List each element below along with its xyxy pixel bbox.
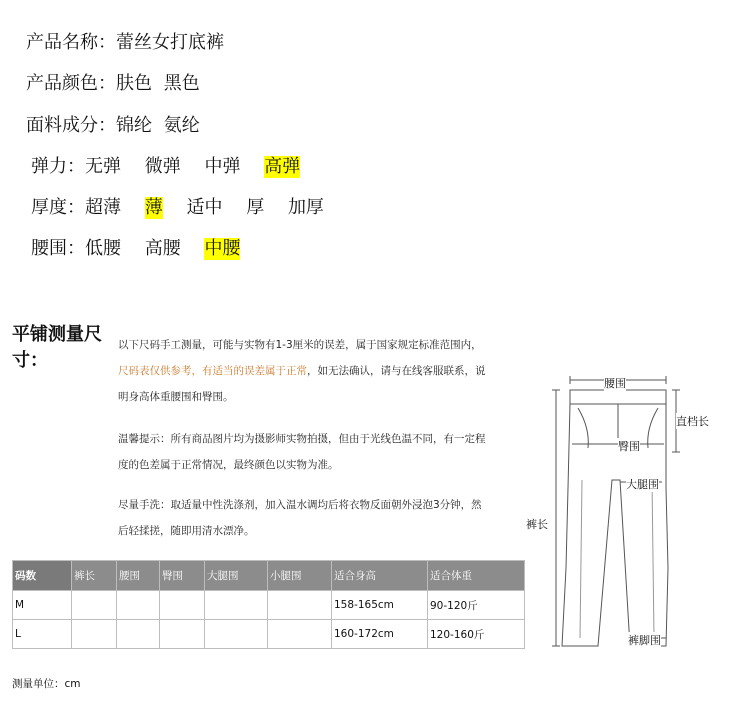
product-thickness: 厚度：超薄 薄 适中 厚 加厚	[31, 197, 324, 218]
diagram-label-waist: 腰围	[604, 377, 626, 390]
size-table	[12, 560, 525, 649]
elasticity-option-selected: 高弹	[264, 156, 301, 177]
elasticity-option: 微弹	[144, 156, 181, 177]
table-cell: L	[13, 620, 72, 649]
note-line: 以下尺码手工测量，可能与实物有1-3厘米的误差，属于国家规定标准范围内，	[118, 339, 482, 351]
table-cell: 158-165cm	[332, 591, 428, 620]
color-option: 黑色	[163, 73, 200, 94]
thickness-option: 超薄	[85, 197, 121, 218]
fabric-option: 氨纶	[163, 115, 200, 136]
thickness-option: 厚	[246, 197, 265, 218]
pants-diagram	[526, 368, 730, 668]
diagram-label-hem: 裤脚围	[628, 634, 661, 647]
table-cell	[117, 620, 160, 649]
note-line: 后轻揉搓，随即用清水漂净。	[118, 525, 255, 537]
elasticity-option: 无弹	[85, 156, 121, 177]
table-header-cell: 臀围	[160, 561, 205, 591]
table-header-cell: 适合身高	[332, 561, 428, 591]
diagram-label-length: 裤长	[526, 518, 548, 531]
diagram-label-thigh: 大腿围	[626, 478, 659, 491]
table-header-row	[13, 561, 525, 591]
table-header-cell: 大腿围	[205, 561, 268, 591]
product-elasticity: 弹力：无弹 微弹 中弹 高弹	[31, 156, 301, 177]
table-cell	[205, 591, 268, 620]
measure-unit: 测量单位：cm	[12, 678, 81, 690]
table-row	[13, 591, 525, 620]
table-cell	[205, 620, 268, 649]
table-cell	[268, 591, 332, 620]
table-cell: M	[13, 591, 72, 620]
table-cell	[117, 591, 160, 620]
color-option: 肤色	[116, 73, 152, 94]
diagram-label-hip: 臀围	[618, 440, 640, 453]
table-cell: 90-120斤	[428, 591, 525, 620]
table-cell	[160, 591, 205, 620]
diagram-label-rise: 直档长	[676, 415, 709, 428]
table-header-cell: 腰围	[117, 561, 160, 591]
table-cell	[72, 620, 117, 649]
table-cell	[72, 591, 117, 620]
note-line: 度的色差属于正常情况，最终颜色以实物为准。	[118, 459, 339, 471]
waist-option: 低腰	[85, 238, 121, 259]
thickness-option: 加厚	[287, 197, 324, 218]
note-line: 温馨提示：所有商品图片均为摄影师实物拍摄，但由于光线色温不同，有一定程	[118, 433, 486, 445]
elasticity-option: 中弹	[204, 156, 241, 177]
note-line: 明身高体重腰围和臀围。	[118, 391, 234, 403]
product-name-value: 蕾丝女打底裤	[116, 32, 224, 53]
waist-option-selected: 中腰	[204, 238, 241, 259]
measure-title: 平铺测量尺寸：	[12, 324, 102, 371]
table-cell	[160, 620, 205, 649]
note-line: 尽量手洗：取适量中性洗涤剂，加入温水调均后将衣物反面朝外浸泡3分钟，然	[118, 499, 482, 511]
product-fabric: 面料成分：锦纶 氨纶	[26, 115, 200, 136]
product-color: 产品颜色：肤色 黑色	[26, 73, 200, 94]
waist-option: 高腰	[144, 238, 181, 259]
note-warning: 尺码表仅供参考，有适当的误差属于正常	[118, 365, 307, 377]
thickness-option-selected: 薄	[144, 197, 163, 218]
table-header-cell: 码数	[13, 561, 72, 591]
table-cell	[268, 620, 332, 649]
table-header-cell: 小腿围	[268, 561, 332, 591]
product-name: 产品名称：蕾丝女打底裤	[26, 32, 224, 53]
table-header-cell: 裤长	[72, 561, 117, 591]
note-line: 尺码表仅供参考，有适当的误差属于正常，如无法确认，请与在线客服联系，说	[118, 365, 486, 377]
table-cell: 160-172cm	[332, 620, 428, 649]
table-header-cell: 适合体重	[428, 561, 525, 591]
table-row	[13, 620, 525, 649]
thickness-option: 适中	[186, 197, 223, 218]
fabric-option: 锦纶	[116, 115, 152, 136]
product-waist: 腰围：低腰 高腰 中腰	[31, 238, 241, 259]
table-cell: 120-160斤	[428, 620, 525, 649]
